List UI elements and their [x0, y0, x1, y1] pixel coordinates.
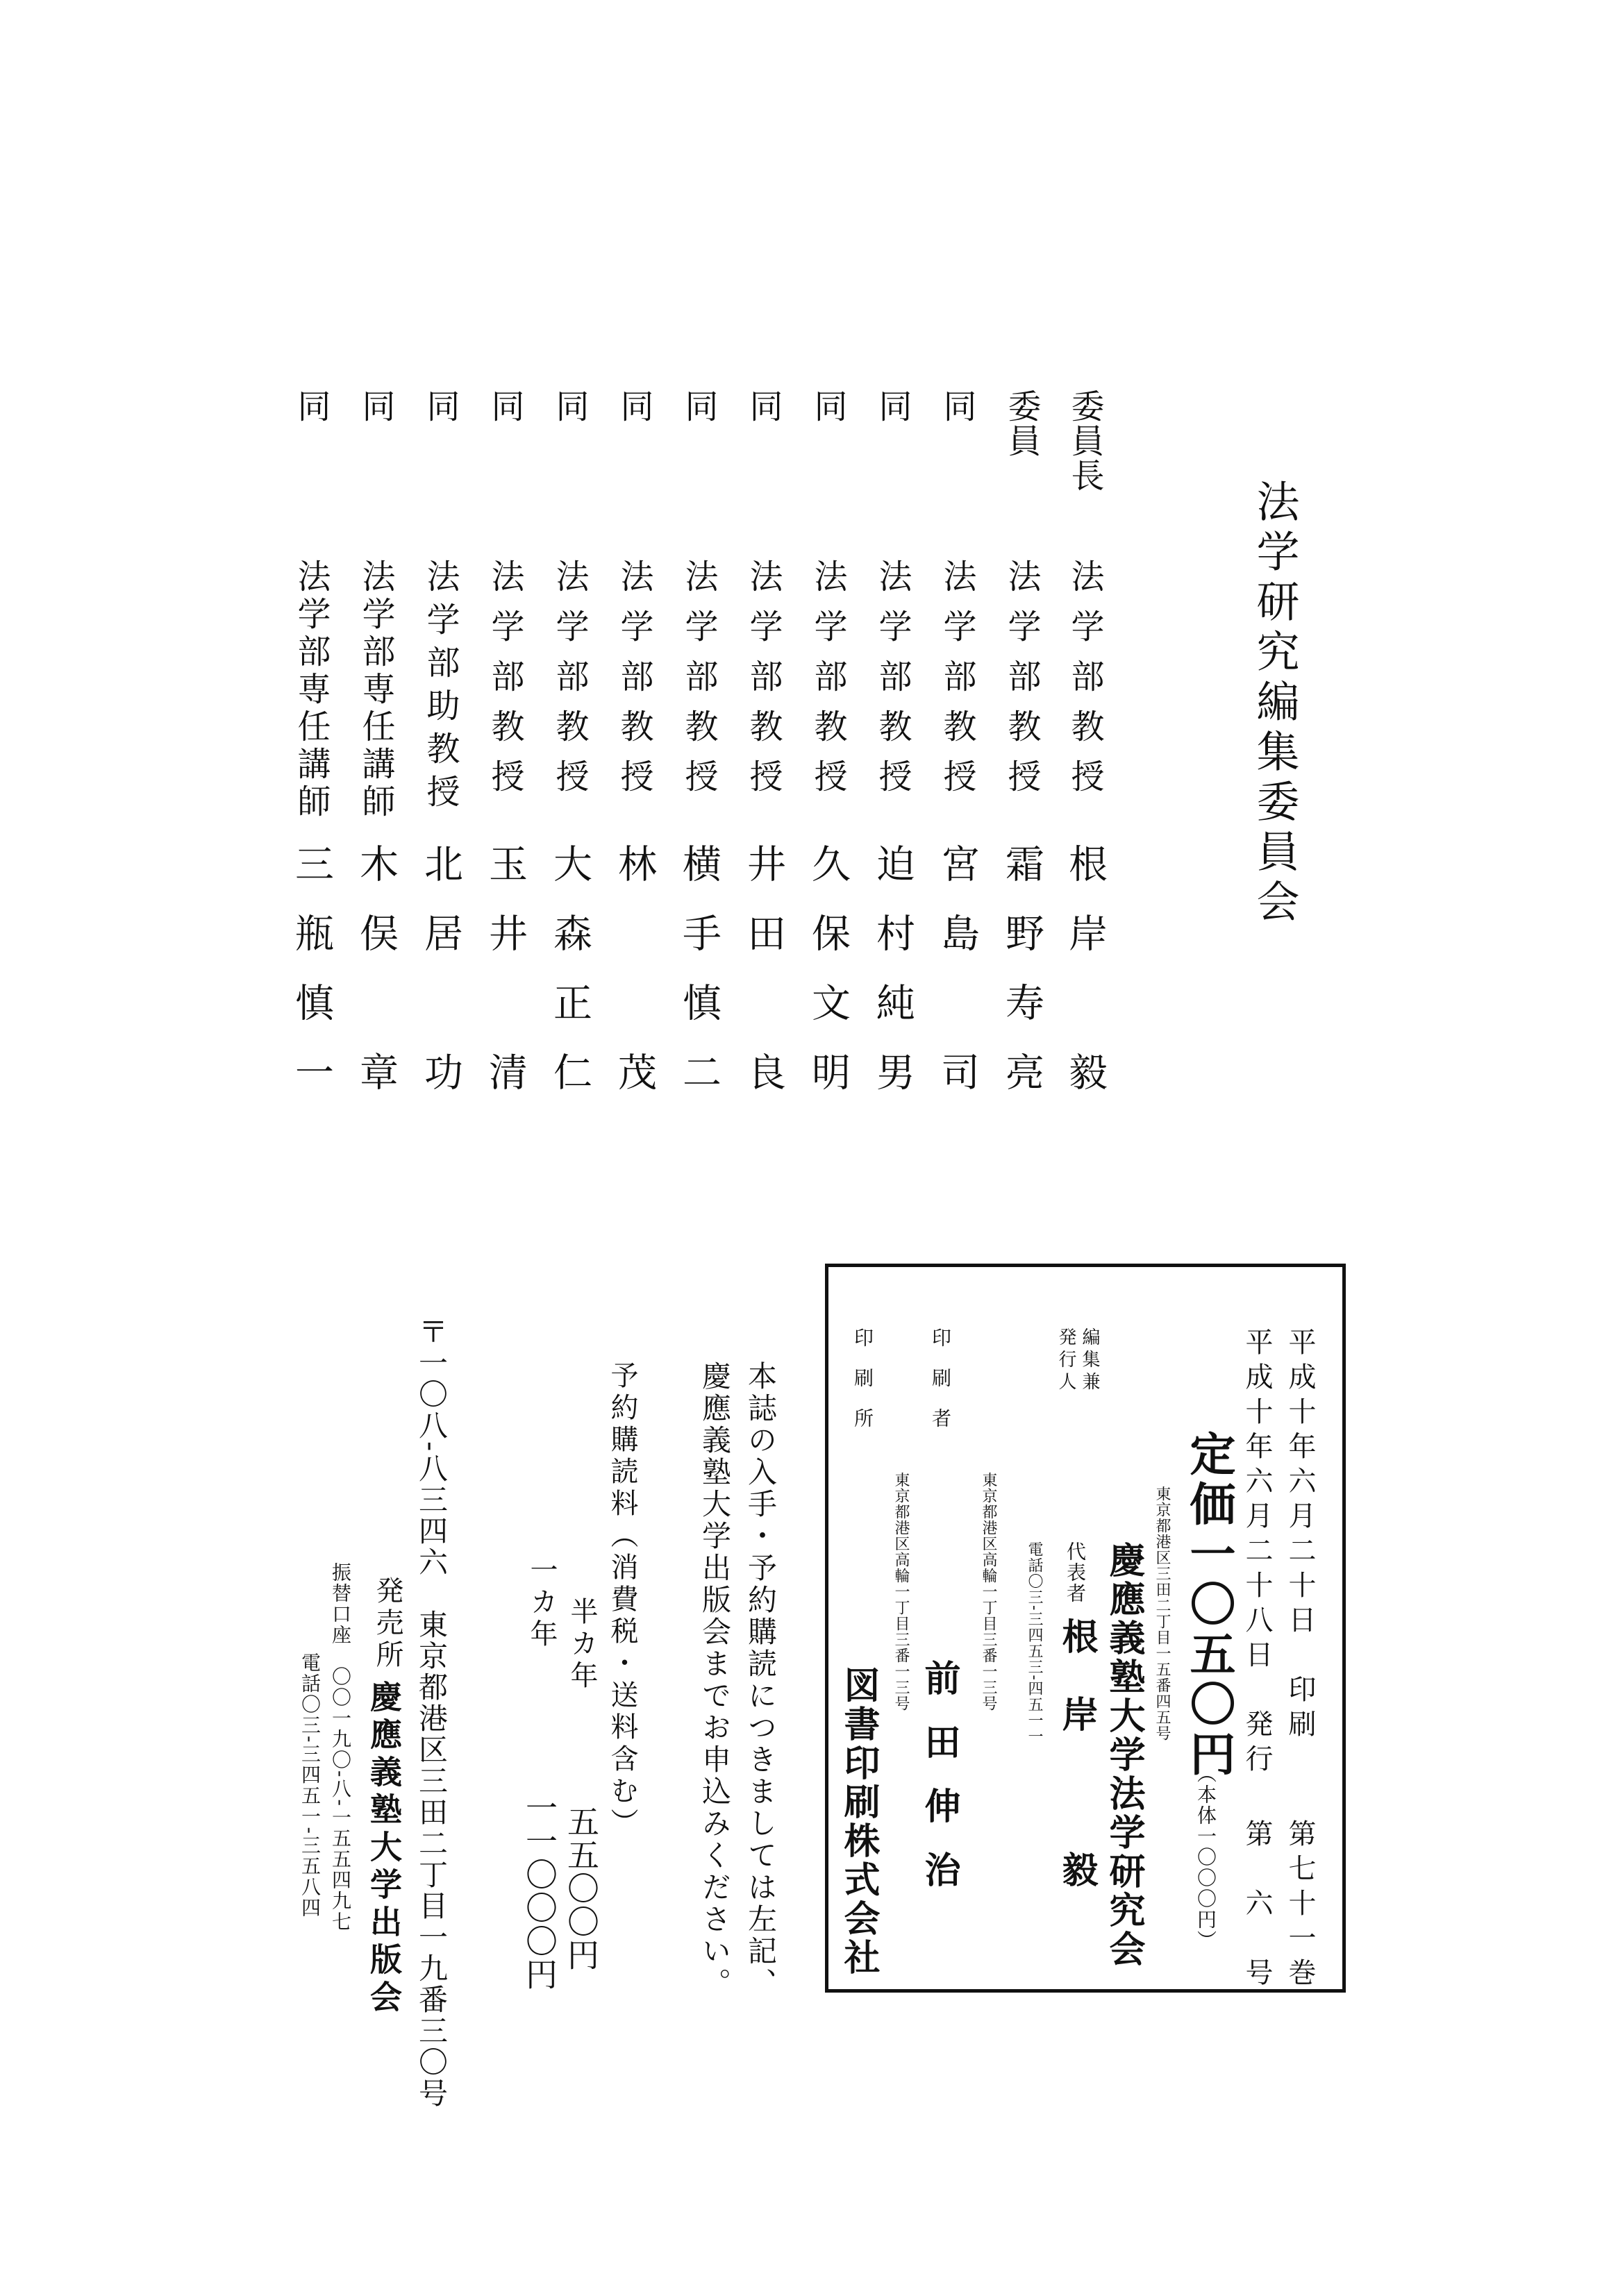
member-name: 三瓶慎一: [289, 844, 334, 1121]
one-year-price: 一一〇〇〇円: [521, 1791, 558, 1991]
member-name: 宮島 司: [935, 844, 980, 1121]
editor-label: 編集兼: [1079, 1327, 1100, 1394]
member-position: 法学部教授: [679, 559, 718, 809]
committee-title: 法学研究編集委員会: [1249, 479, 1300, 929]
fee-title: 予約購読料（消費税・送料含む）: [606, 1361, 638, 1840]
printer-name: 前田伸治: [918, 1659, 960, 1915]
distributor-address: 〒一〇八‐八三四六 東京都港区三田二丁目一九番三〇号: [415, 1316, 449, 2110]
print-date: 平成十年六月二十日 印刷: [1284, 1327, 1316, 1744]
printer-address: 東京都港区高輪一丁目三番一三号: [980, 1472, 997, 1711]
member-position: 法学部教授: [808, 559, 847, 809]
member-name: 井田 良: [741, 844, 786, 1121]
member-position: 法学部教授: [485, 559, 524, 809]
member-name: 久保文明: [806, 844, 851, 1121]
member-role: 同: [679, 389, 718, 424]
distributor-phone: 電話〇三‐三四五一‐三五八四: [299, 1652, 322, 1918]
member-position: 法学部教授: [873, 559, 912, 809]
half-year-label: 半カ年: [566, 1597, 598, 1693]
press-label: 印刷所: [851, 1327, 874, 1448]
member-role: 委員: [1002, 389, 1041, 458]
distributor-label: 発売所: [372, 1576, 403, 1672]
member-name: 根岸 毅: [1062, 844, 1108, 1121]
representative-name: 根岸 毅: [1056, 1618, 1098, 1929]
representative-label: 代表者: [1064, 1541, 1087, 1604]
member-role: 同: [485, 389, 524, 424]
one-year-label: 一カ年: [526, 1555, 558, 1651]
member-name: 林 茂: [612, 844, 657, 1121]
member-position: 法学部助教授: [421, 559, 460, 817]
member-name: 大森正仁: [547, 844, 592, 1121]
member-role: 同: [356, 389, 395, 424]
volume: 第七十一巻: [1284, 1819, 1316, 1993]
member-role: 同: [615, 389, 653, 424]
member-role: 同: [808, 389, 847, 424]
member-role: 同: [421, 389, 460, 424]
printer-label: 印刷者: [929, 1327, 952, 1448]
member-position: 法学部教授: [937, 559, 976, 809]
price-base: （本体一〇〇〇円）: [1194, 1763, 1217, 1951]
publisher-label: 発行人: [1056, 1327, 1076, 1394]
transfer-account: 振替口座 〇〇一九〇‐八‐一五五四九七: [329, 1562, 352, 1932]
member-name: 木俣 章: [353, 844, 399, 1121]
member-role: 同: [873, 389, 912, 424]
editor-phone: 電話〇三‐三四五三‐四五一一: [1026, 1541, 1043, 1745]
member-name: 北居 功: [418, 844, 463, 1121]
notice-line-1: 本誌の入手・予約購読につきましては左記、: [744, 1361, 778, 2000]
member-position: 法学部教授: [744, 559, 783, 809]
half-year-price: 五五〇〇円: [562, 1805, 600, 1972]
price: 定価一〇五〇円: [1182, 1430, 1236, 1780]
member-name: 霜野寿亮: [999, 844, 1044, 1121]
member-position: 法学部教授: [1002, 559, 1041, 809]
member-position: 法学部専任講師: [292, 559, 331, 821]
member-role: 同: [292, 389, 331, 424]
member-name: 玉井 清: [483, 844, 528, 1121]
distributor-name: 慶應義塾大学出版会: [365, 1680, 403, 2018]
member-name: 迫村純男: [870, 844, 915, 1121]
member-name: 横手慎二: [676, 844, 722, 1121]
press-address: 東京都港区高輪一丁目三番一三号: [892, 1472, 910, 1711]
editor-organization: 慶應義塾大学法学研究会: [1103, 1541, 1145, 1969]
member-role: 同: [744, 389, 783, 424]
notice-line-2: 慶應義塾大学出版会までお申込みください。: [698, 1361, 732, 2000]
press-name: 図書印刷株式会社: [837, 1666, 880, 1977]
editor-address: 東京都港区三田二丁目一五番四五号: [1153, 1486, 1171, 1741]
issue-number: 第 六 号: [1241, 1819, 1273, 1993]
member-position: 法学部教授: [550, 559, 589, 809]
member-position: 法学部教授: [1065, 559, 1104, 809]
member-role: 同: [937, 389, 976, 424]
member-role: 同: [550, 389, 589, 424]
member-position: 法学部専任講師: [356, 559, 395, 821]
issue-date: 平成十年六月二十八日 発行: [1241, 1327, 1273, 1779]
member-position: 法学部教授: [615, 559, 653, 809]
member-role: 委員長: [1065, 389, 1104, 493]
